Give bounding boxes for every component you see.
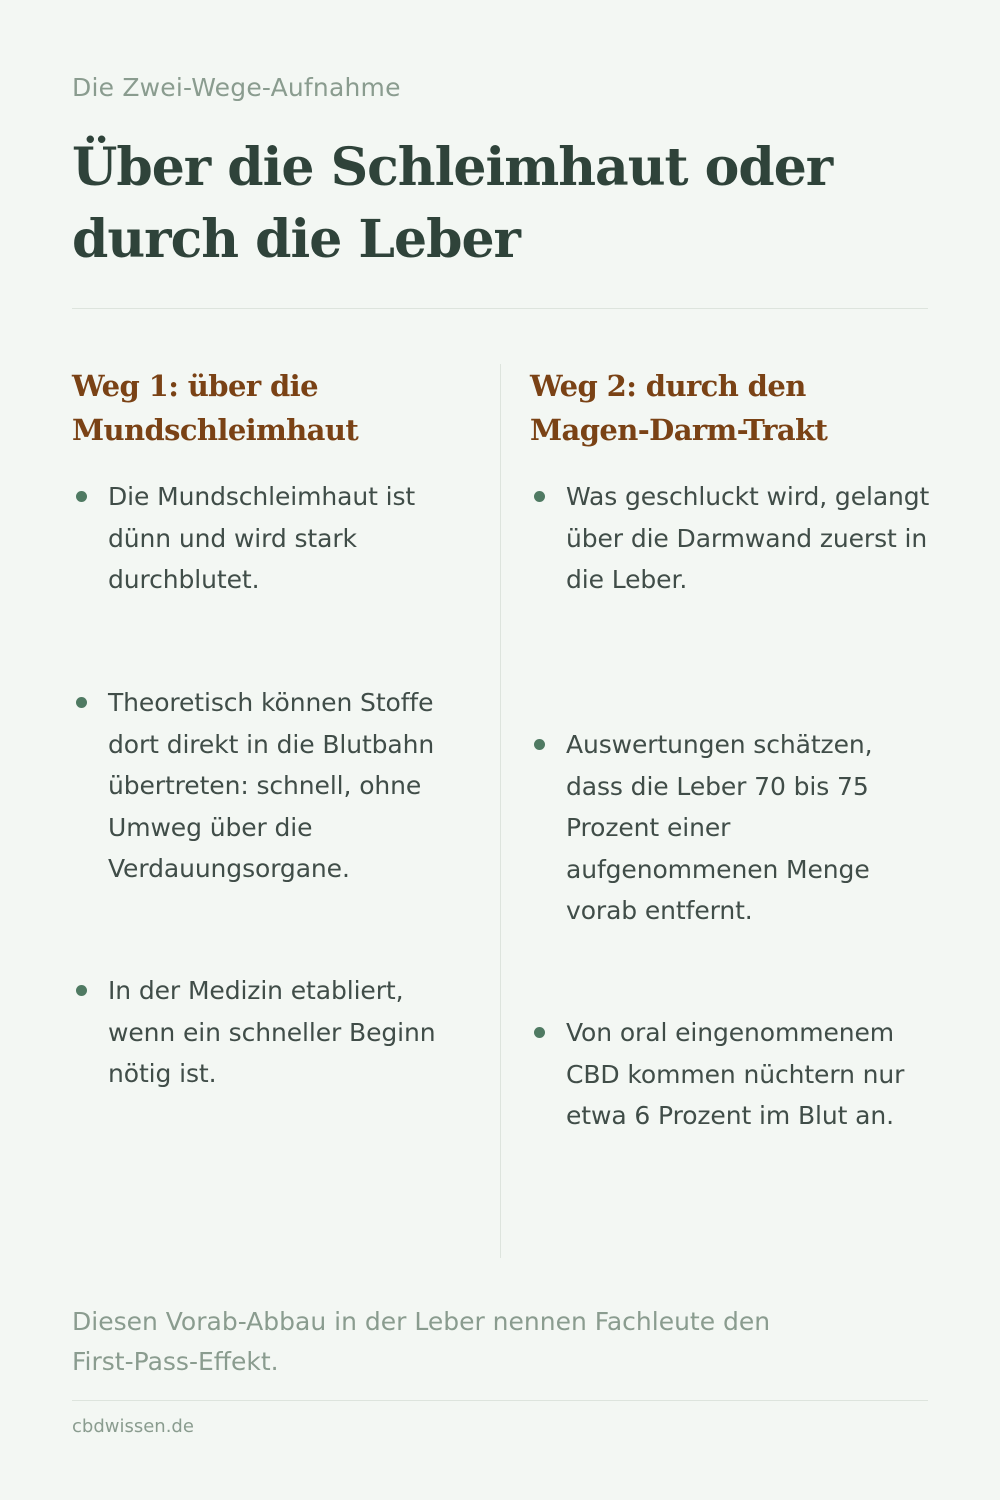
page-title: Über die Schleimhaut oder durch die Leber (72, 137, 833, 270)
list-item (530, 1012, 930, 1137)
list-item-text: Theoretisch können Stoffe dort direkt in die Blutbahn übertreten: schnell, ohne Umweg über die Verdauungsorgane. (108, 688, 435, 883)
source-label: cbdwissen.de (72, 1416, 194, 1437)
bottom-divider (72, 1400, 928, 1401)
column-divider (500, 364, 501, 1258)
footnote: Diesen Vorab-Abbau in der Leber nennen Fachleute den First-Pass-Effekt. (72, 1307, 771, 1376)
list-item-text: Von oral eingenommenem CBD kommen nüchtern nur etwa 6 Prozent im Blut an. (566, 1018, 905, 1130)
bullet-icon (76, 985, 87, 996)
top-divider (72, 308, 928, 309)
list-item (530, 724, 930, 932)
column-path-2 (530, 364, 930, 1130)
list-item-text: Auswertungen schätzen, dass die Leber 70 bis 75 Prozent einer aufgenommenen Menge vorab entfernt. (566, 730, 873, 925)
bullet-icon (76, 697, 87, 708)
column-path-1 (72, 364, 472, 1088)
eyebrow-label: Die Zwei-Wege-Aufnahme (72, 73, 401, 102)
column-title-path-2: Weg 2: durch den Magen-Darm-Trakt (530, 369, 828, 447)
list-item (72, 970, 472, 1095)
list-item (72, 476, 472, 601)
list-item-text: In der Medizin etabliert, wenn ein schneller Beginn nötig ist. (108, 976, 436, 1088)
column-title-path-1: Weg 1: über die Mundschleimhaut (72, 369, 359, 447)
bullet-icon (534, 739, 545, 750)
list-item-text: Was geschluckt wird, gelangt über die Darmwand zuerst in die Leber. (566, 482, 930, 594)
bullet-icon (534, 491, 545, 502)
bullet-icon (534, 1027, 545, 1038)
list-item (530, 476, 930, 601)
list-item-text: Die Mundschleimhaut ist dünn und wird stark durchblutet. (108, 482, 416, 594)
list-item (72, 682, 472, 890)
bullet-icon (76, 491, 87, 502)
